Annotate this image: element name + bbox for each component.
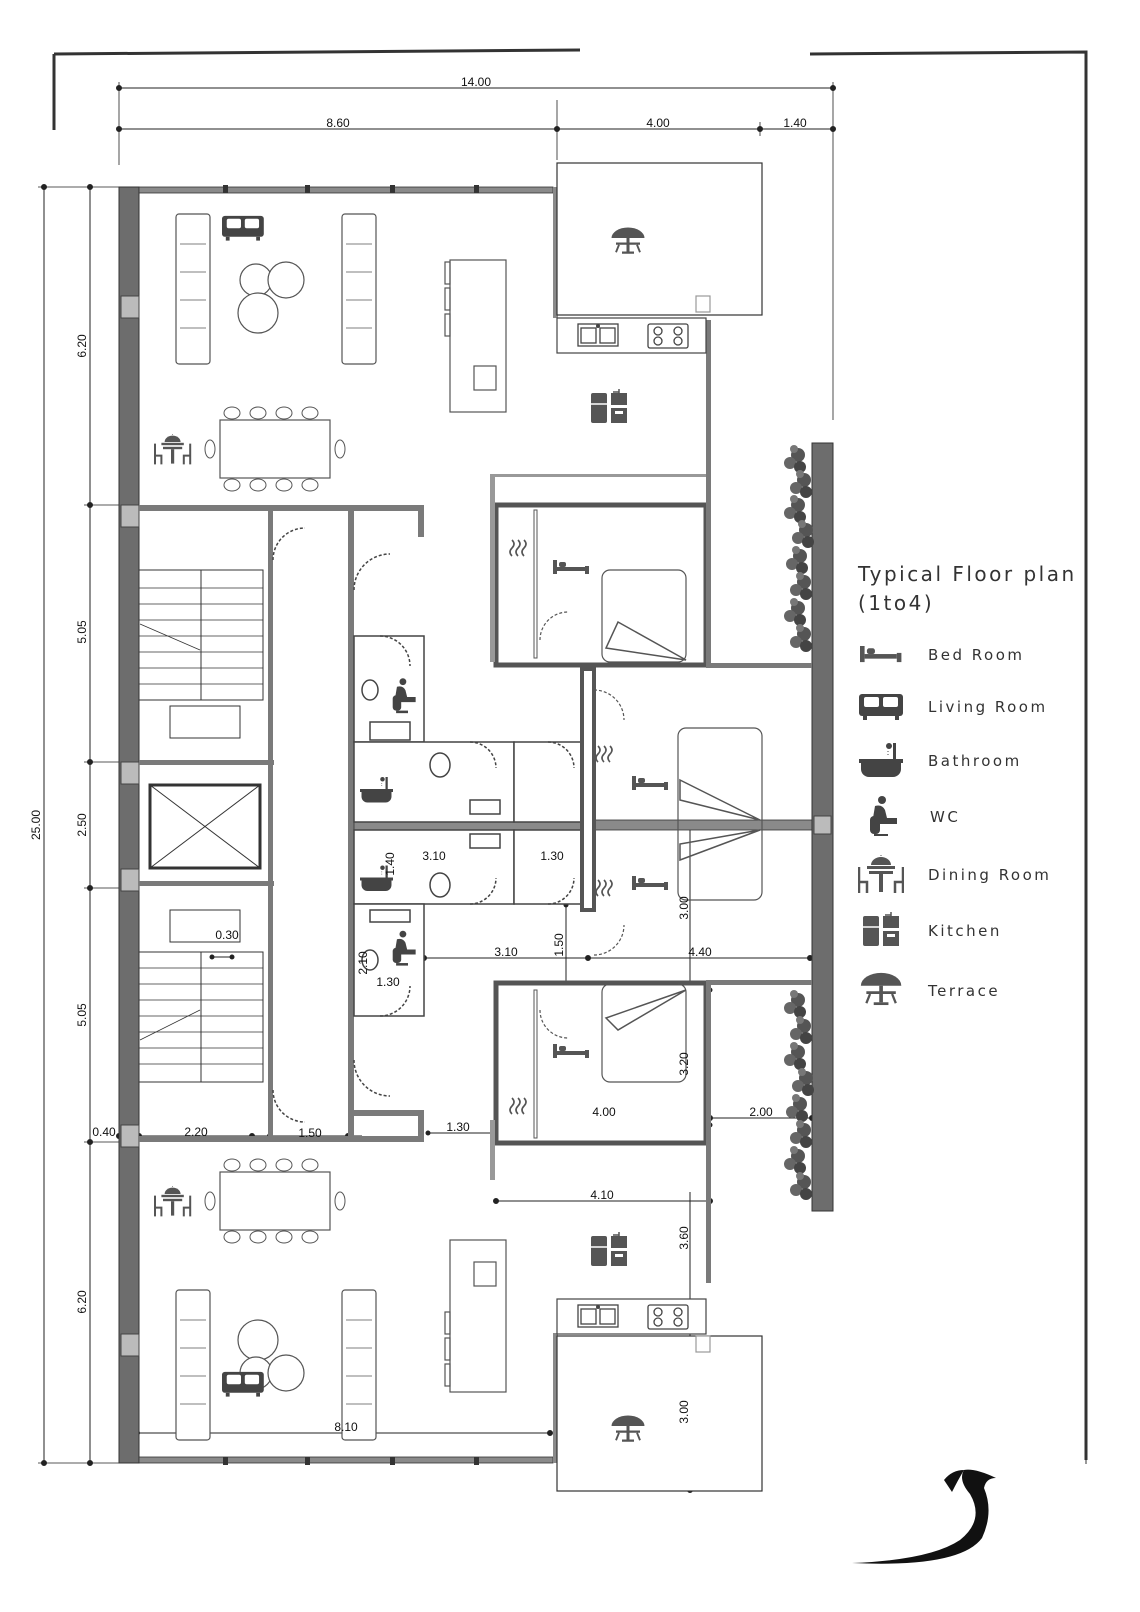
dim-corridor-width: 1.50 xyxy=(298,1126,322,1140)
dim-wc-width: 1.30 xyxy=(376,975,400,989)
bed-icon xyxy=(858,634,904,674)
dim-seg-stair-bottom: 5.05 xyxy=(75,1003,89,1027)
dim-bed-height-a: 3.00 xyxy=(677,896,691,920)
legend-label: Living Room xyxy=(928,698,1048,716)
legend-item-dining-room xyxy=(858,854,1128,894)
dim-seg-elevator: 2.50 xyxy=(75,813,89,837)
dim-seg-bottom: 6.20 xyxy=(75,1290,89,1314)
legend-item-bathroom xyxy=(858,740,1128,780)
sofa-icon xyxy=(858,686,904,726)
dim-kitchen-height: 3.60 xyxy=(677,1226,691,1250)
stairs-lower xyxy=(139,910,263,1082)
dim-right-offset: 1.40 xyxy=(783,116,807,130)
dim-terrace-width: 4.00 xyxy=(646,116,670,130)
dim-living-width: 8.10 xyxy=(334,1420,358,1434)
legend-item-kitchen xyxy=(858,910,1128,950)
dim-terrace-height: 3.00 xyxy=(677,1400,691,1424)
legend-item-bed-room xyxy=(858,634,1128,674)
dim-bed-strip: 4.40 xyxy=(688,945,712,959)
dim-bath-width-a: 3.10 xyxy=(422,849,446,863)
legend-item-wc xyxy=(858,796,1128,836)
legend xyxy=(858,560,1128,1000)
dim-door-gap: 1.30 xyxy=(446,1120,470,1134)
legend-label: Bathroom xyxy=(928,752,1022,770)
legend-label: WC xyxy=(930,808,961,826)
dim-wall: 0.40 xyxy=(92,1125,116,1139)
legend-item-terrace xyxy=(858,970,1128,1010)
dim-left-width: 8.60 xyxy=(326,116,350,130)
dim-green-gap: 2.00 xyxy=(749,1105,773,1119)
dim-bath-height: 1.40 xyxy=(383,852,397,876)
dim-hall-depth: 1.50 xyxy=(552,933,566,957)
dim-total-width: 14.00 xyxy=(460,75,492,89)
dim-step-offset: 0.30 xyxy=(215,928,239,942)
legend-label: Bed Room xyxy=(928,646,1025,664)
terrace-icon xyxy=(858,970,904,1010)
legend-item-living-room xyxy=(858,686,1128,726)
dim-kitchen-width: 4.10 xyxy=(590,1188,614,1202)
kitchen-icon xyxy=(858,910,904,950)
legend-label: Kitchen xyxy=(928,922,1002,940)
dim-seg-stair-top: 5.05 xyxy=(75,620,89,644)
bathtub-icon xyxy=(858,740,904,780)
dim-bed-width: 4.00 xyxy=(592,1105,616,1119)
bird-logo xyxy=(852,1470,996,1564)
legend-label: Terrace xyxy=(928,982,1001,1000)
elevator xyxy=(150,785,260,868)
dim-wc-height: 2.10 xyxy=(356,951,370,975)
dim-bath-width-b: 1.30 xyxy=(540,849,564,863)
dim-bed-height-b: 3.20 xyxy=(677,1052,691,1076)
legend-title: Typical Floor plan xyxy=(858,562,1077,586)
legend-subtitle: (1to4) xyxy=(858,591,935,615)
dining-icon xyxy=(858,854,904,894)
toilet-icon xyxy=(858,796,904,836)
dim-hall-width: 3.10 xyxy=(494,945,518,959)
dim-total-height: 25.00 xyxy=(29,809,43,841)
stairs-upper xyxy=(139,570,263,738)
dim-stair-width: 2.20 xyxy=(184,1125,208,1139)
dim-seg-top: 6.20 xyxy=(75,334,89,358)
legend-label: Dining Room xyxy=(928,866,1052,884)
